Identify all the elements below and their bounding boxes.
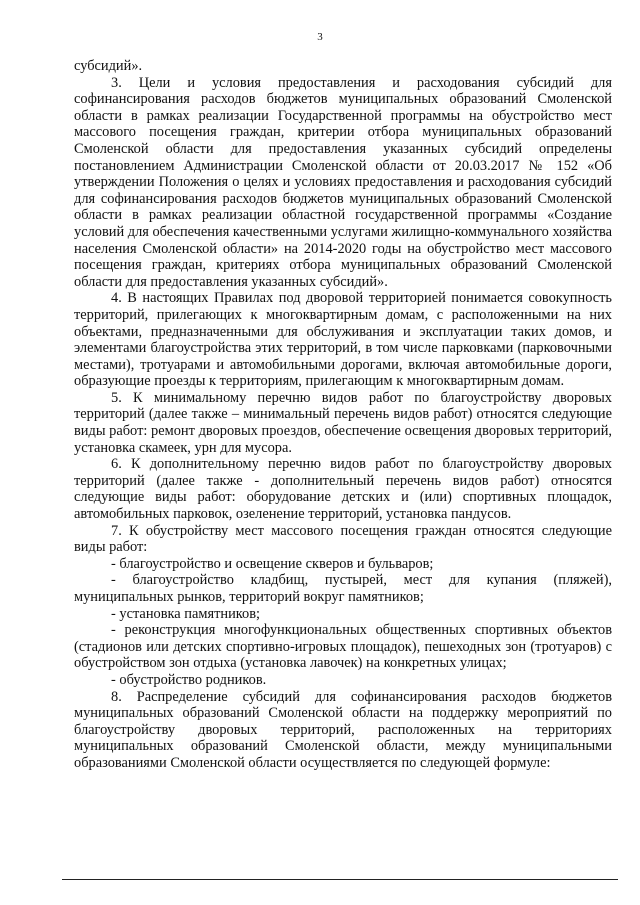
list-item: - установка памятников; xyxy=(111,605,261,622)
paragraph-3: 3. Цели и условия предоставления и расходования субсидий для софинансирования расходов бюджетов муниципальных образований Смоленской области в рамках реализации Государственной программы на обустройство мест массового посещения граждан, критерии отбора муниципальных образований Смоленской области для предоставления указанных субсидий определены постановлением Администрации Смоленской области от 20.03.2017 № 152 «Об утверждении Положения о целях и условиях предоставления и расходования субсидий для софинансирования расходов бюджетов муниципальных образований Смоленской области в рамках реализации областной государственной программы «Создание условий для обеспечения качественными услугами жилищно-коммунального хозяйства населения Смоленской области» на 2014-2020 годы на обустройство мест массового посещения граждан, критериях отбора муниципальных образований Смоленской области для предоставления указанных субсидий». xyxy=(74,74,612,290)
paragraph-4: 4. В настоящих Правилах под дворовой территорией понимается совокупность территорий, прилегающих к многоквартирным домам, с расположенными на них объектами, предназначенными для обслуживания и эксплуатации таких домов, и элементами благоустройства этих территорий, в том числе парковками (парковочными местами), тротуарами и автомобильными дорогами, включая автомобильные дороги, образующие проезды к территориям, прилегающим к многоквартирным домам. xyxy=(74,290,612,390)
paragraph-continuation: субсидий». xyxy=(74,58,143,74)
paragraph-8: 8. Распределение субсидий для софинансирования расходов бюджетов муниципальных образований Смоленской области на поддержку мероприятий по благоустройству дворовых территорий, расположенных на территориях муниципальных образований Смоленской области, между муниципальными образованиями Смоленской области осуществляется по следующей формуле: xyxy=(74,688,612,771)
list-item: - реконструкция многофункциональных общественных спортивных объектов (стадионов или детских спортивно-игровых площадок), пешеходных зон (тротуаров) с обустройством зон отдыха (установка лавочек) на конкретных улицах; xyxy=(74,622,612,672)
paragraph-5: 5. К минимальному перечню видов работ по благоустройству дворовых территорий (далее также – минимальный перечень видов работ) относятся следующие виды работ: ремонт дворовых проездов, обеспечение освещения дворовых территорий, установка скамеек, урн для мусора. xyxy=(74,389,612,456)
list-item: - благоустройство кладбищ, пустырей, мест для купания (пляжей), муниципальных рынков, территорий вокруг памятников; xyxy=(74,572,612,605)
document-body xyxy=(74,58,612,772)
paragraph-6: 6. К дополнительному перечню видов работ по благоустройству дворовых территорий (далее также - дополнительный перечень видов работ) относятся следующие виды работ: оборудование детских и (или) спортивных площадок, автомобильных парковок, озеленение территорий, установка пандусов. xyxy=(74,456,612,523)
list-item: - обустройство родников. xyxy=(111,671,267,688)
bottom-divider xyxy=(62,879,618,880)
page-number: 3 xyxy=(317,31,323,43)
paragraph-7: 7. К обустройству мест массового посещения граждан относятся следующие виды работ: xyxy=(74,522,612,556)
list-item: - благоустройство и освещение скверов и бульваров; xyxy=(111,555,434,572)
